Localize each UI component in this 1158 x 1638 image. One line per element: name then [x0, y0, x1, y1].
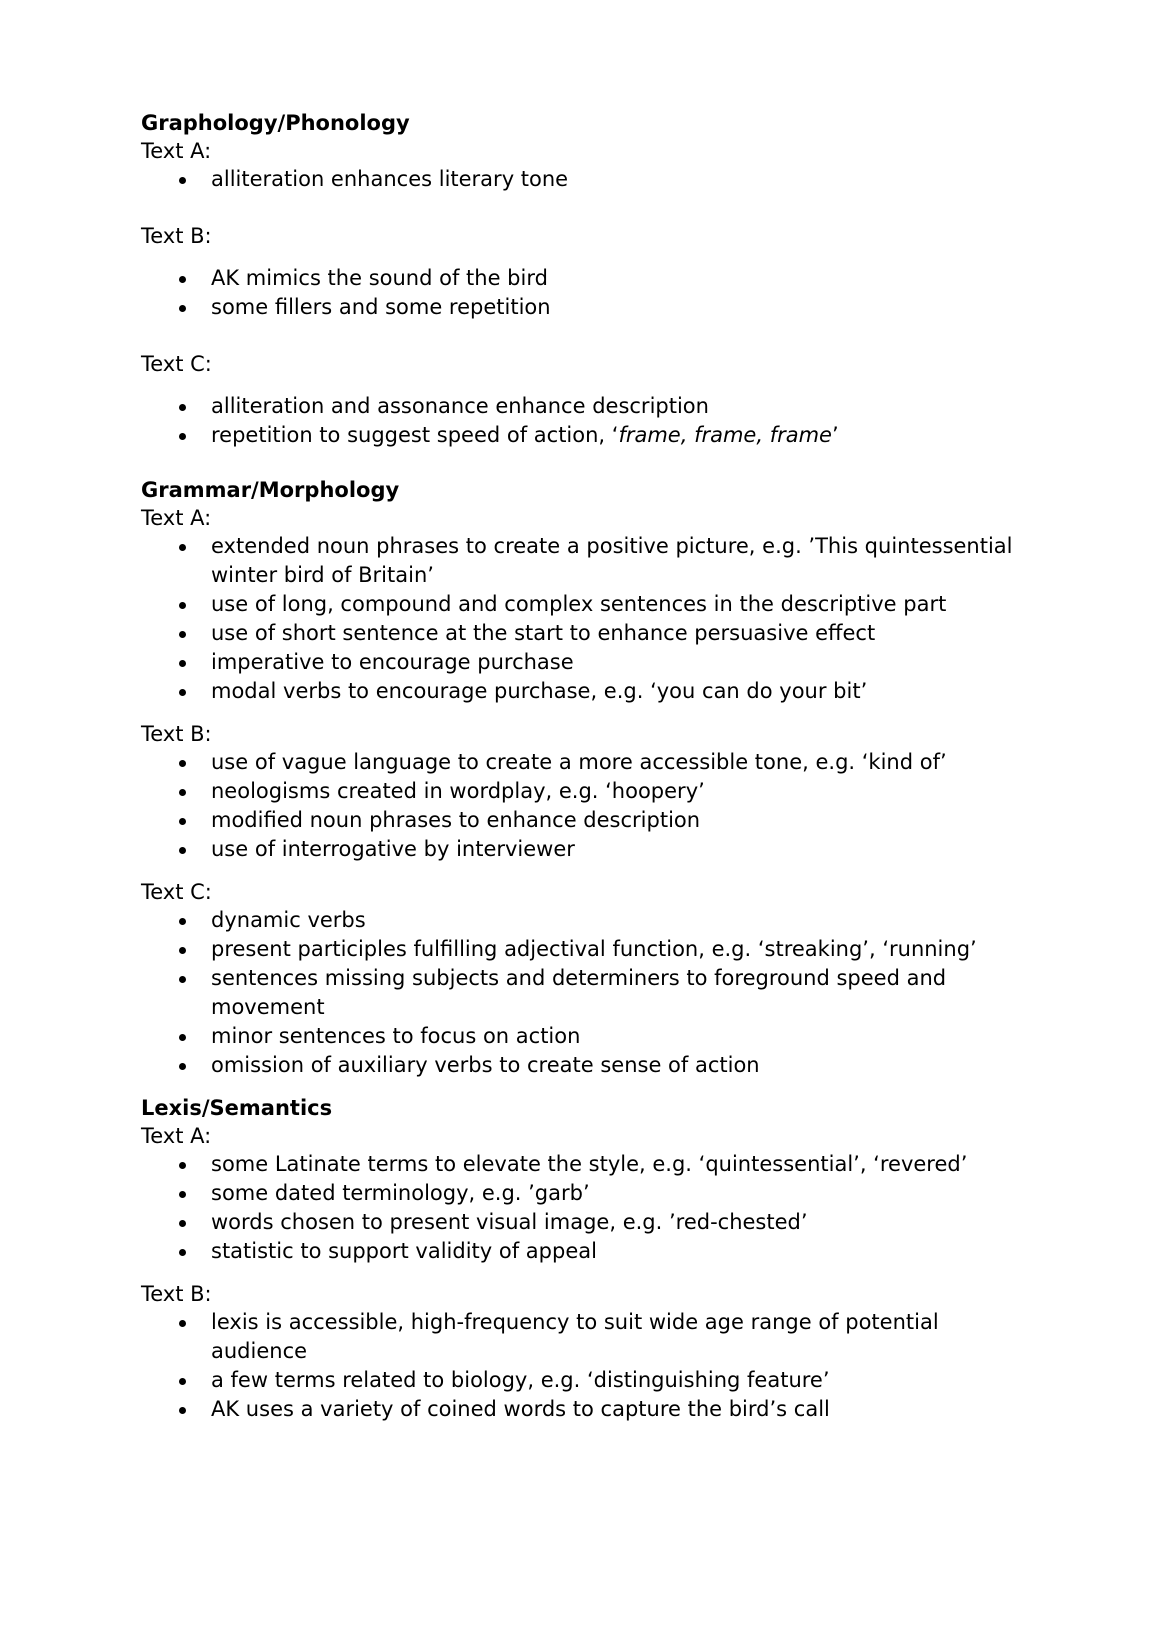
item-text: repetition to suggest speed of action, ‘: [211, 423, 619, 447]
bullet-list: [141, 264, 1041, 322]
text-label: Text C:: [141, 880, 212, 904]
list-item: AK mimics the sound of the bird: [141, 264, 1041, 293]
item-quote: frame, frame, frame: [618, 423, 832, 447]
bullet-list: [141, 1308, 1041, 1424]
list-item: use of short sentence at the start to enhance persuasive effect: [141, 619, 1041, 648]
section-heading-graphology: Graphology/Phonology: [141, 111, 410, 135]
list-item: minor sentences to focus on action: [141, 1022, 1041, 1051]
list-item: use of vague language to create a more accessible tone, e.g. ‘kind of’: [141, 748, 1041, 777]
text-label: Text B:: [141, 1282, 212, 1306]
bullet-list: [141, 532, 1041, 706]
list-item: modal verbs to encourage purchase, e.g. ‘you can do your bit’: [141, 677, 1041, 706]
text-label: Text A:: [141, 506, 212, 530]
list-item: imperative to encourage purchase: [141, 648, 1041, 677]
text-label: Text A:: [141, 1124, 212, 1148]
bullet-list: [141, 748, 1041, 864]
section-heading-lexis: Lexis/Semantics: [141, 1096, 333, 1120]
text-label: Text C:: [141, 352, 212, 376]
text-label: Text A:: [141, 139, 212, 163]
list-item: lexis is accessible, high-frequency to suit wide age range of potential audience: [141, 1308, 1041, 1366]
bullet-list: [141, 906, 1041, 1080]
list-item: extended noun phrases to create a positive picture, e.g. ’This quintessential winter bird of Britain’: [141, 532, 1041, 590]
list-item: some Latinate terms to elevate the style, e.g. ‘quintessential’, ‘revered’: [141, 1150, 1041, 1179]
section-heading-grammar: Grammar/Morphology: [141, 478, 400, 502]
list-item: present participles fulfilling adjectival function, e.g. ‘streaking’, ‘running’: [141, 935, 1041, 964]
list-item: omission of auxiliary verbs to create sense of action: [141, 1051, 1041, 1080]
text-label: Text B:: [141, 722, 212, 746]
list-item: neologisms created in wordplay, e.g. ‘hoopery’: [141, 777, 1041, 806]
list-item: [141, 421, 1041, 450]
text-label: Text B:: [141, 224, 212, 248]
list-item: dynamic verbs: [141, 906, 1041, 935]
list-item: alliteration enhances literary tone: [141, 165, 1041, 194]
bullet-list: [141, 165, 1041, 194]
bullet-list: [141, 1150, 1041, 1266]
list-item: statistic to support validity of appeal: [141, 1237, 1041, 1266]
list-item: words chosen to present visual image, e.g. ’red-chested’: [141, 1208, 1041, 1237]
list-item: sentences missing subjects and determiners to foreground speed and movement: [141, 964, 1041, 1022]
list-item: some dated terminology, e.g. ’garb’: [141, 1179, 1041, 1208]
item-text: ’: [831, 423, 839, 447]
list-item: some fillers and some repetition: [141, 293, 1041, 322]
list-item: a few terms related to biology, e.g. ‘distinguishing feature’: [141, 1366, 1041, 1395]
document-page: [141, 109, 1041, 1424]
bullet-list: [141, 392, 1041, 450]
list-item: modified noun phrases to enhance description: [141, 806, 1041, 835]
list-item: AK uses a variety of coined words to capture the bird’s call: [141, 1395, 1041, 1424]
list-item: alliteration and assonance enhance description: [141, 392, 1041, 421]
list-item: use of long, compound and complex sentences in the descriptive part: [141, 590, 1041, 619]
list-item: use of interrogative by interviewer: [141, 835, 1041, 864]
